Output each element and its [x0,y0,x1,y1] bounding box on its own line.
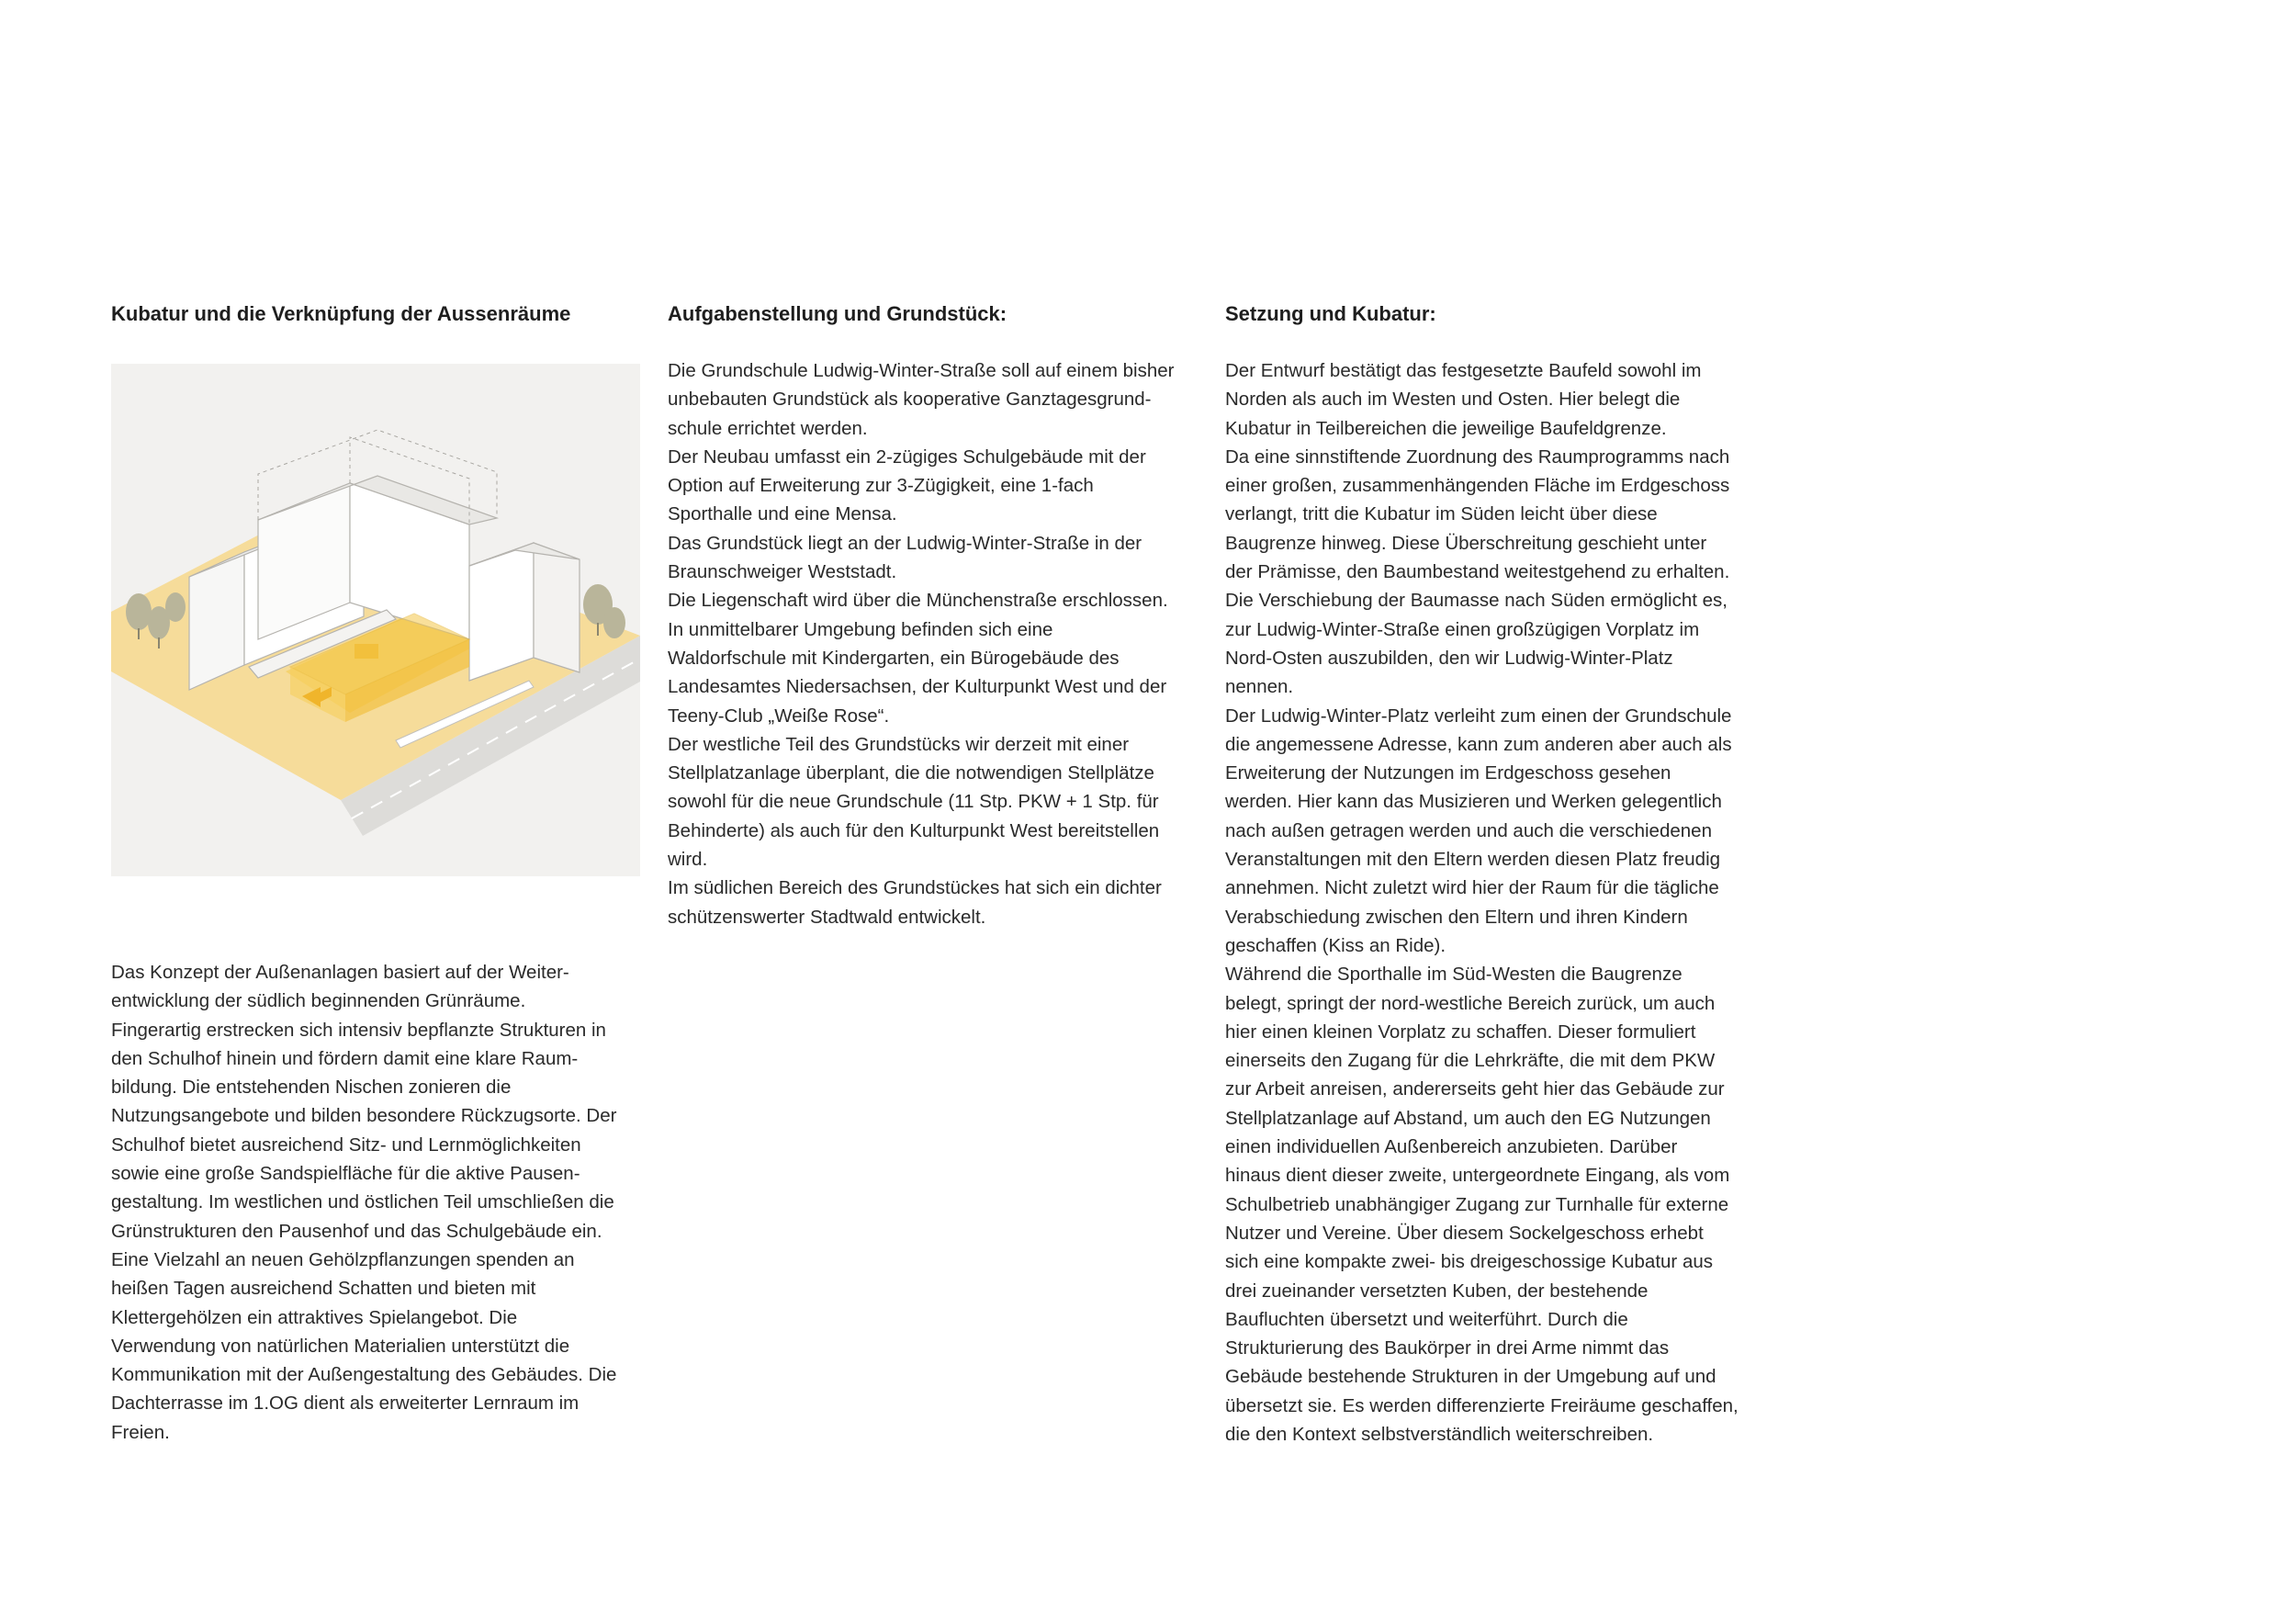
column-1 [111,299,644,329]
column-2-text: Die Grundschule Ludwig-Winter-Straße soll auf einem bisher unbebauten Grundstück als kooperative Ganztagesgrund- schule errichtet werden. Der Neubau umfasst ein 2-zügiges Schulgebäude mit der Option auf Erweiterung zur 3-Zügigkeit, eine 1-fach Sporthalle und eine Mensa. Das Grundstück liegt an der Ludwig-Winter-Straße in der Braunschweiger Weststadt. Die Liegenschaft wird über die Münchenstraße erschlossen. In unmittelbarer Umgebung befinden sich eine Waldorfschule mit Kindergarten, ein Bürogebäude des Landesamtes Niedersachsen, der Kulturpunkt West und der Teeny-Club „Weiße Rose“. Der westliche Teil des Grundstücks wir derzeit mit einer Stellplatzanlage überplant, die die notwendigen Stellplätze sowohl für die neue Grundschule (11 Stp. PKW + 1 Stp. für Behinderte) als auch für den Kulturpunkt West bereitstellen wird. Im südlichen Bereich des Grundstückes hat sich ein dichter schützenswerter Stadtwald entwickelt. [668,360,1175,928]
column-2 [668,299,1200,931]
column-3-text: Der Entwurf bestätigt das festgesetzte Baufeld sowohl im Norden als auch im Westen und Osten. Hier belegt die Kubatur in Teilbereichen die jeweilige Baufeldgrenze. Da eine sinnstiftende Zuordnung des Raumprogramms nach einer großen, zusammenhängenden Fläche im Erdgeschoss verlangt, tritt die Kubatur im Süden leicht über diese Baugrenze hinweg. Diese Überschreitung geschieht unter der Prämisse, den Baumbestand weitestgehend zu erhalten. Die Verschiebung der Baumasse nach Süden ermöglicht es, zur Ludwig-Winter-Straße einen großzügigen Vorplatz im Nord-Osten auszubilden, den wir Ludwig-Winter-Platz nennen. Der Ludwig-Winter-Platz verleiht zum einen der Grundschule die angemessene Adresse, kann zum anderen aber auch als Erweiterung der Nutzungen im Erdgeschoss gesehen werden. Hier kann das Musizieren und Werken gelegentlich nach außen getragen werden und auch die verschiedenen Veranstaltungen mit den Eltern werden diesen Platz freudig annehmen. Nicht zuletzt wird hier der Raum für die tägliche Verabschiedung zwischen den Eltern und ihren Kindern geschaffen (Kiss an Ride). Während die Sporthalle im Süd-Westen die Baugrenze belegt, springt der nord-westliche Bereich zurück, um auch hier einen kleinen Vorplatz zu schaffen. Dieser formuliert einerseits den Zugang für die Lehrkräfte, die mit dem PKW zur Arbeit anreisen, andererseits geht hier das Gebäude zur Stellplatzanlage auf Abstand, um auch den EG Nutzungen einen individuellen Außenbereich anzubieten. Darüber hinaus dient dieser zweite, untergeordnete Eingang, als vom Schulbetrieb unabhängiger Zugang zur Turnhalle für externe Nutzer und Vereine. Über diesem Sockelgeschoss erhebt sich eine kompakte zwei- bis dreigeschossige Kubatur aus drei zueinander versetzten Kuben, der bestehende Baufluchten übersetzt und weiterführt. Durch die Strukturierung des Baukörper in drei Arme nimmt das Gebäude bestehende Strukturen in der Umgebung auf und übersetzt sie. Es werden differenzierte Freiräume geschaffen, die den Kontext selbstverständlich weiterschreiben. [1225,360,1739,1445]
column-3-heading: Setzung und Kubatur: [1225,302,1436,325]
column-1-text: Das Konzept der Außenanlagen basiert auf der Weiter- entwicklung der südlich beginnenden Grünräume. Fingerartig erstrecken sich intensiv bepflanzte Strukturen in den Schulhof hinein und fördern damit eine klare Raum- bildung. Die entstehenden Nischen zonieren die Nutzungsangebote und bilden besondere Rückzugsorte. Der Schulhof bietet ausreichend Sitz- und Lernmöglichkeiten sowie eine große Sandspielfläche für die aktive Pausen- gestaltung. Im westlichen und östlichen Teil umschließen die Grünstrukturen den Pausenhof und das Schulgebäude ein. Eine Vielzahl an neuen Gehölzpflanzungen spenden an heißen Tagen ausreichend Schatten und bieten mit Klettergehölzen ein attraktives Spielangebot. Die Verwendung von natürlichen Materialien unterstützt die Kommunikation mit der Außengestaltung des Gebäudes. Die Dachterrasse im 1.OG dient als erweiterter Lernraum im Freien. [111,962,617,1443]
column-1-heading: Kubatur und die Verknüpfung der Aussenräume [111,302,571,325]
building-axonometry-illustration [111,364,640,876]
axonometric-diagram [111,364,640,876]
column-2-heading: Aufgabenstellung und Grundstück: [668,302,1007,325]
column-1-body [111,958,644,1447]
column-3 [1225,299,1758,1449]
